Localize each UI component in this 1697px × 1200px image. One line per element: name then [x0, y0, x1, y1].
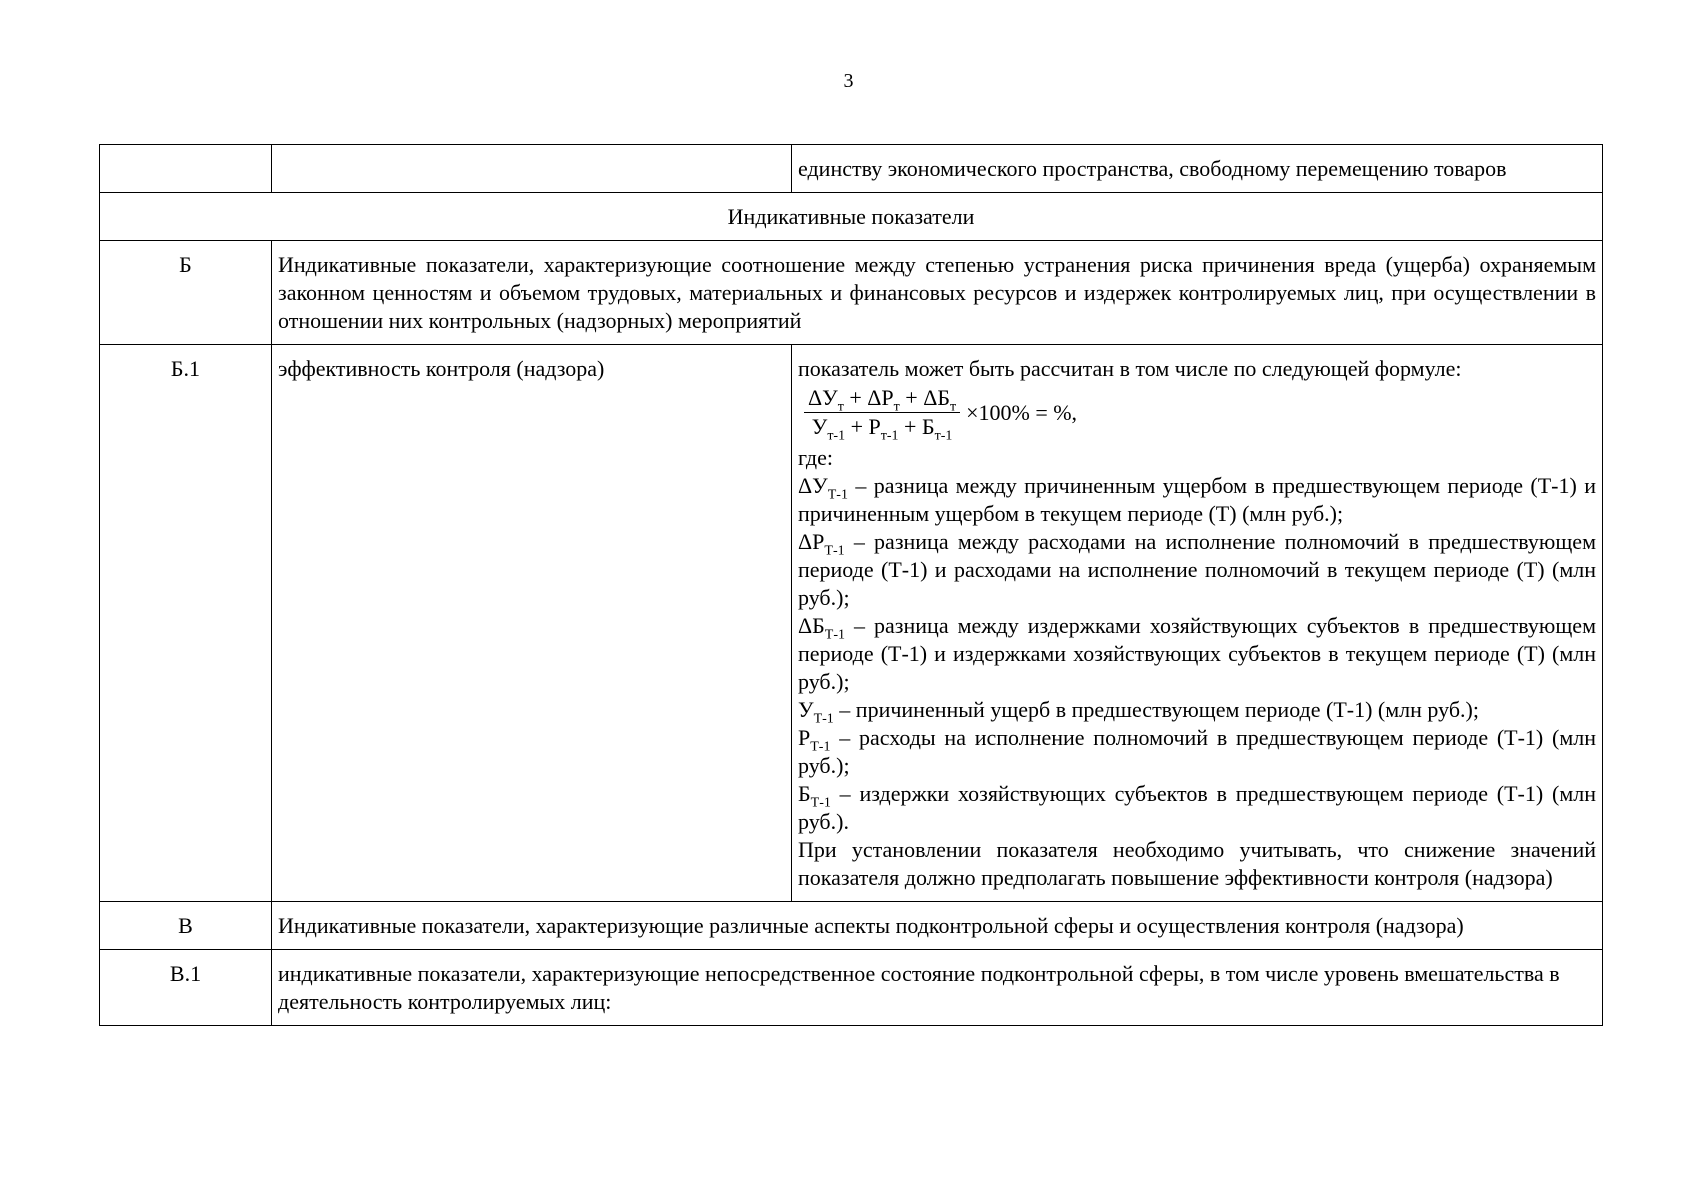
code-cell-v1: В.1: [100, 950, 272, 1026]
definition-delta-b: $\Delta Б_{Т-1}$ – разница между издержками хозяйствующих субъектов в предшествующем периоде (Т-1) и издержками хозяйствующих субъектов в текущем периоде (Т) (млн руб.);: [798, 613, 1596, 694]
table-row-section-header: [100, 193, 1603, 241]
definition-r: $Р_{Т-1}$ – расходы на исполнение полномочий в предшествующем периоде (Т-1) (млн руб.);: [798, 725, 1596, 778]
name-cell: [272, 145, 792, 193]
formula-denominator: $У_{т-1} + Р_{т-1} + Б_{т-1}$: [811, 414, 953, 444]
description-cell-b1: [792, 345, 1603, 902]
formula-multiplier: ×100% = %,: [966, 399, 1078, 425]
description-cell-v: Индикативные показатели, характеризующие различные аспекты подконтрольной сферы и осуществления контроля (надзора): [272, 902, 1603, 950]
code-cell-b: Б: [100, 241, 272, 345]
table-row-v1: [100, 950, 1603, 1026]
table-row-v: [100, 902, 1603, 950]
indicator-note: При установлении показателя необходимо учитывать, что снижение значений показателя должно предполагать повышение эффективности контроля (надзора): [798, 837, 1596, 890]
formula-intro: показатель может быть рассчитан в том числе по следующей формуле:: [798, 356, 1462, 381]
code-cell-b1: Б.1: [100, 345, 272, 902]
table-row-b: [100, 241, 1603, 345]
description-cell: единству экономического пространства, свободному перемещению товаров: [792, 145, 1603, 193]
code-cell: [100, 145, 272, 193]
where-label: где:: [798, 445, 833, 470]
definition-u: $У_{Т-1}$ – причиненный ущерб в предшествующем периоде (Т-1) (млн руб.);: [798, 697, 1479, 727]
description-cell-b: Индикативные показатели, характеризующие соотношение между степенью устранения риска причинения вреда (ущерба) охраняемым законном ценностям и объемом трудовых, материальных и финансовых ресурсов и издержек контролируемых лиц, при осуществлении в отношении них контрольных (надзорных) мероприятий: [272, 241, 1603, 345]
definition-delta-r: $\Delta Р_{Т-1}$ – разница между расходами на исполнение полномочий в предшествующем периоде (Т-1) и расходами на исполнение полномочий в текущем периоде (Т) (млн руб.);: [798, 529, 1596, 610]
table-row-continuation: [100, 145, 1603, 193]
page-number: 3: [843, 70, 854, 92]
definition-delta-u: $\Delta У_{Т-1}$ – разница между причиненным ущербом в предшествующем периоде (Т-1) и причиненным ущербом в текущем периоде (Т) (млн руб.);: [798, 473, 1596, 526]
code-cell-v: В: [100, 902, 272, 950]
formula-numerator: $\Delta У_т + \Delta Р_т + \Delta Б_т$: [804, 385, 960, 413]
table-row-b1: [100, 345, 1603, 902]
formula-fraction: [804, 385, 960, 444]
description-cell-v1: индикативные показатели, характеризующие непосредственное состояние подконтрольной сферы, в том числе уровень вмешательства в деятельность контролируемых лиц:: [272, 950, 1603, 1026]
section-header: Индикативные показатели: [100, 193, 1603, 241]
name-cell-b1: эффективность контроля (надзора): [272, 345, 792, 902]
indicators-table: [99, 144, 1603, 1026]
efficiency-formula: [804, 385, 1596, 444]
definition-b: $Б_{Т-1}$ – издержки хозяйствующих субъектов в предшествующем периоде (Т-1) (млн руб.).: [798, 781, 1596, 834]
